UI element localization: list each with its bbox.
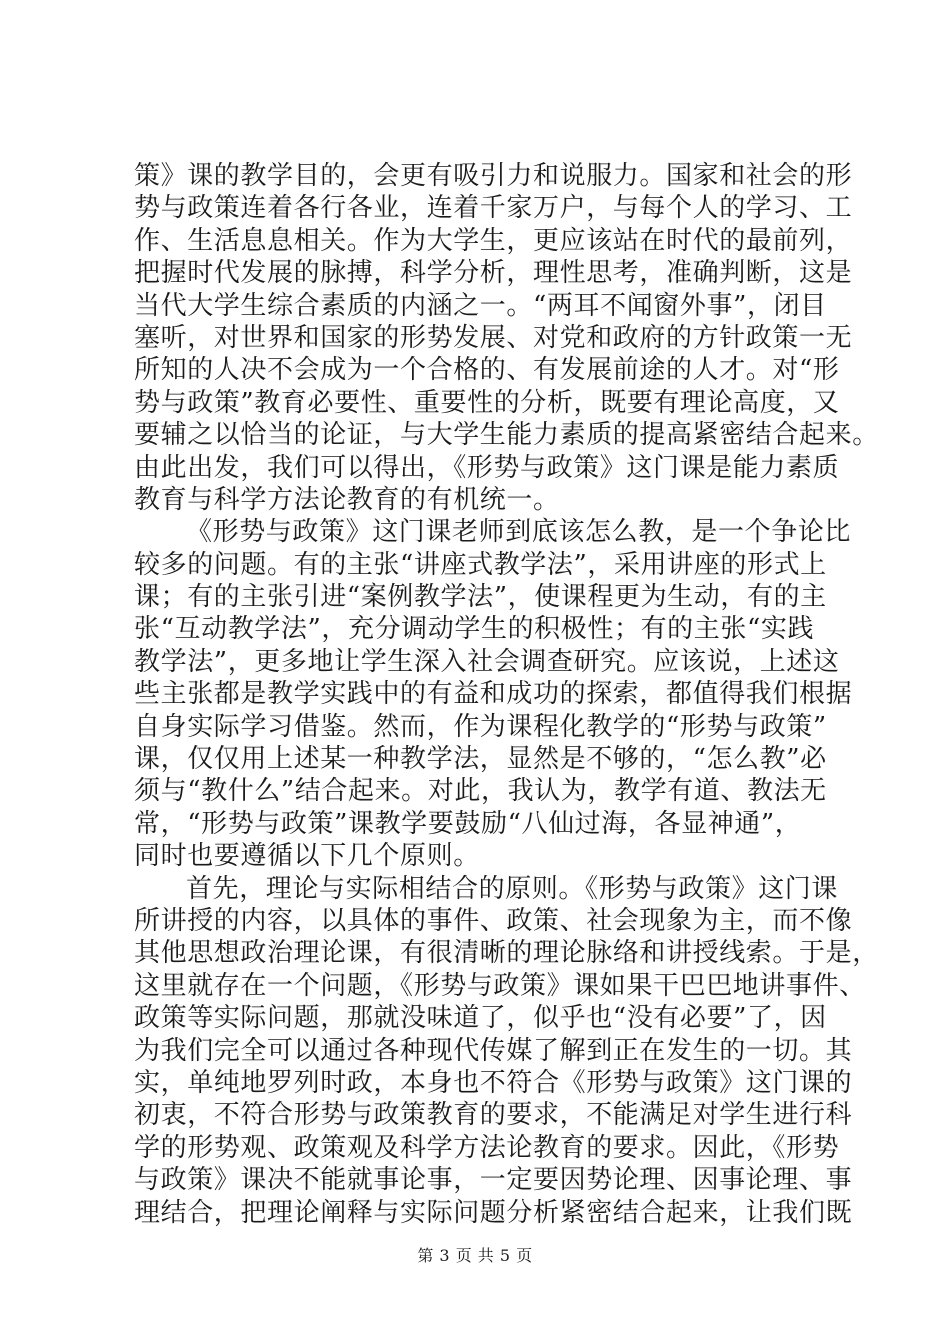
- text-line: 与政策》课决不能就事论事，一定要因势论理、因事论理、事: [134, 1165, 853, 1196]
- text-line: 教育与科学方法论教育的有机统一。: [134, 484, 560, 515]
- text-line: 较多的问题。有的主张“讲座式教学法”，采用讲座的形式上: [134, 549, 827, 580]
- text-line: 课，仅仅用上述某一种教学法，显然是不够的，“怎么教”必: [134, 744, 827, 775]
- text-line: 其他思想政治理论课，有很清晰的理论脉络和讲授线索。于是，: [134, 938, 879, 969]
- text-line: 这里就存在一个问题，《形势与政策》课如果干巴巴地讲事件、: [134, 970, 866, 1001]
- text-line: 理结合，把理论阐释与实际问题分析紧密结合起来，让我们既: [134, 1197, 853, 1228]
- text-line: 所讲授的内容，以具体的事件、政策、社会现象为主，而不像: [134, 905, 853, 936]
- text-line: 教学法”，更多地让学生深入社会调查研究。应该说，上述这: [134, 646, 840, 677]
- text-line: 所知的人决不会成为一个合格的、有发展前途的人才。对“形: [134, 355, 840, 386]
- text-line: 自身实际学习借鉴。然而，作为课程化教学的“形势与政策”: [134, 711, 827, 742]
- paragraph-first-line: 《形势与政策》这门课老师到底该怎么教，是一个争论比: [186, 517, 852, 548]
- text-line: 为我们完全可以通过各种现代传媒了解到正在发生的一切。其: [134, 1035, 853, 1066]
- text-line: 当代大学生综合素质的内涵之一。“两耳不闻窗外事”，闭目: [134, 290, 827, 321]
- paragraph-first-line: 首先，理论与实际相结合的原则。《形势与政策》这门课: [186, 873, 839, 904]
- text-line: 势与政策”教育必要性、重要性的分析，既要有理论高度，又: [134, 387, 840, 418]
- text-line: 由此出发，我们可以得出，《形势与政策》这门课是能力素质: [134, 452, 840, 483]
- text-line: 常，“形势与政策”课教学要鼓励“八仙过海，各显神通”，: [134, 808, 802, 839]
- body-text: [134, 160, 879, 1229]
- text-line: 把握时代发展的脉搏，科学分析，理性思考，准确判断，这是: [134, 258, 853, 289]
- text-line: 同时也要遵循以下几个原则。: [134, 841, 480, 872]
- text-line: 学的形势观、政策观及科学方法论教育的要求。因此，《形势: [134, 1132, 840, 1163]
- text-line: 势与政策连着各行各业，连着千家万户，与每个人的学习、工: [134, 193, 853, 224]
- text-line: 塞听，对世界和国家的形势发展、对党和政府的方针政策一无: [134, 322, 853, 353]
- text-line: 些主张都是教学实践中的有益和成功的探索，都值得我们根据: [134, 679, 853, 710]
- text-line: 作、生活息息相关。作为大学生，更应该站在时代的最前列，: [134, 225, 853, 256]
- text-line: 须与“教什么”结合起来。对此，我认为，教学有道、教法无: [134, 776, 827, 807]
- text-line: 策》课的教学目的，会更有吸引力和说服力。国家和社会的形: [134, 161, 853, 191]
- page-number-footer: 第 3 页 共 5 页: [417, 1246, 533, 1265]
- text-line: 课；有的主张引进“案例教学法”，使课程更为生动，有的主: [134, 582, 827, 613]
- text-line: 要辅之以恰当的论证，与大学生能力素质的提高紧密结合起来。: [134, 420, 879, 451]
- text-line: 实，单纯地罗列时政，本身也不符合《形势与政策》这门课的: [134, 1067, 853, 1098]
- text-line: 初衷，不符合形势与政策教育的要求，不能满足对学生进行科: [134, 1100, 853, 1131]
- text-line: 政策等实际问题，那就没味道了，似乎也“没有必要”了，因: [134, 1003, 827, 1034]
- text-line: 张“互动教学法”，充分调动学生的积极性；有的主张“实践: [134, 614, 815, 645]
